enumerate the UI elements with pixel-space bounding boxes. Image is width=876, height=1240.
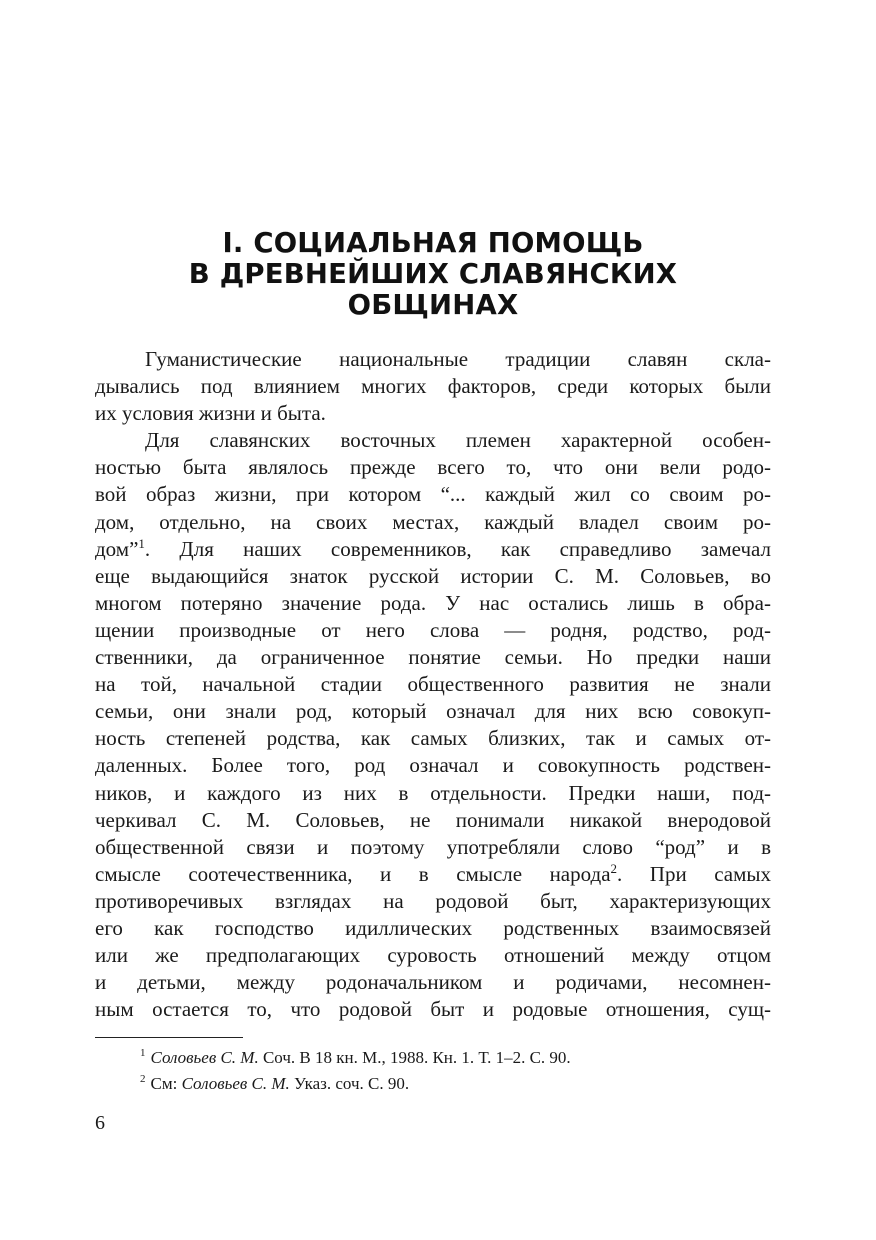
footnote-text: Указ. соч. С. 90.: [289, 1074, 410, 1093]
footnote-text: Соч. В 18 кн. М., 1988. Кн. 1. Т. 1–2. С. 90.: [258, 1048, 571, 1067]
text-line: его как господство идиллических родственных взаимосвязей: [95, 915, 771, 940]
text-line: и детьми, между родоначальником и родичами, несомнен-: [95, 970, 771, 995]
text-line: их условия жизни и быта.: [95, 401, 326, 426]
text-line: многом потеряно значение рода. У нас остались лишь в обра-: [95, 590, 771, 615]
text-line: дом, отдельно, на своих местах, каждый владел своим ро-: [95, 509, 771, 534]
text-line: ным остается то, что родовой быт и родовые отношения, сущ-: [95, 997, 771, 1022]
text-line: Гуманистические национальные традиции славян скла-: [145, 347, 771, 371]
text-line: ников, и каждого из них в отдельности. Предки наши, под-: [95, 780, 771, 805]
chapter-title-line-3: ОБЩИНАХ: [347, 289, 519, 321]
text-segment: . Для наших современников, как справедливо замечал: [144, 536, 771, 561]
text-line: ностью быта являлось прежде всего то, что они вели родо-: [95, 455, 771, 480]
text-line: общественной связи и поэтому употребляли слово “род” и в: [95, 834, 771, 859]
footnote-divider: [95, 1037, 243, 1038]
text-line: ность степеней родства, как самых близких, так и самых от-: [95, 726, 771, 751]
footnote-ref-2: 2: [610, 860, 618, 876]
chapter-title-line-1: I. СОЦИАЛЬНАЯ ПОМОЩЬ: [222, 227, 644, 259]
text-line: еще выдающийся знаток русской истории С. М. Соловьев, во: [95, 563, 771, 588]
text-segment: дом”: [95, 536, 139, 561]
text-segment: . При самых: [617, 861, 772, 886]
text-segment: смысле соотечественника, и в смысле народа: [95, 861, 611, 886]
text-line: дывались под влиянием многих факторов, среди которых были: [95, 374, 771, 399]
body-text: [95, 346, 771, 1023]
footnote-2: [140, 1071, 571, 1097]
text-line: даленных. Более того, род означал и совокупность родствен-: [95, 753, 771, 778]
text-line: семьи, они знали род, который означал для них всю совокуп-: [95, 699, 771, 724]
text-line: или же предполагающих суровость отношений между отцом: [95, 943, 771, 968]
chapter-title-line-2: В ДРЕВНЕЙШИХ СЛАВЯНСКИХ: [188, 258, 678, 290]
footnote-number: 2: [140, 1073, 146, 1086]
footnotes: [140, 1045, 571, 1097]
footnote-prefix: См:: [150, 1074, 182, 1093]
page-number: 6: [95, 1112, 105, 1134]
text-line: черкивал С. М. Соловьев, не понимали никакой внеродовой: [95, 807, 771, 832]
footnote-author: Соловьев С. М.: [150, 1048, 259, 1067]
footnote-number: 1: [140, 1047, 146, 1060]
footnote-1: [140, 1045, 571, 1071]
footnote-author: Соловьев С. М.: [181, 1074, 290, 1093]
footnote-ref-1: 1: [138, 535, 145, 551]
text-line: щении производные от него слова — родня, родство, род-: [95, 617, 771, 642]
text-line: на той, начальной стадии общественного развития не знали: [95, 672, 771, 697]
text-line: [95, 536, 771, 563]
text-line: Для славянских восточных племен характерной особен-: [145, 428, 771, 453]
text-line: ственники, да ограниченное понятие семьи. Но предки наши: [95, 645, 771, 670]
text-line: вой образ жизни, при котором “... каждый жил со своим ро-: [95, 482, 771, 507]
text-line: [95, 861, 771, 888]
chapter-title: [95, 228, 771, 321]
text-line: противоречивых взглядах на родовой быт, характеризующих: [95, 888, 771, 913]
